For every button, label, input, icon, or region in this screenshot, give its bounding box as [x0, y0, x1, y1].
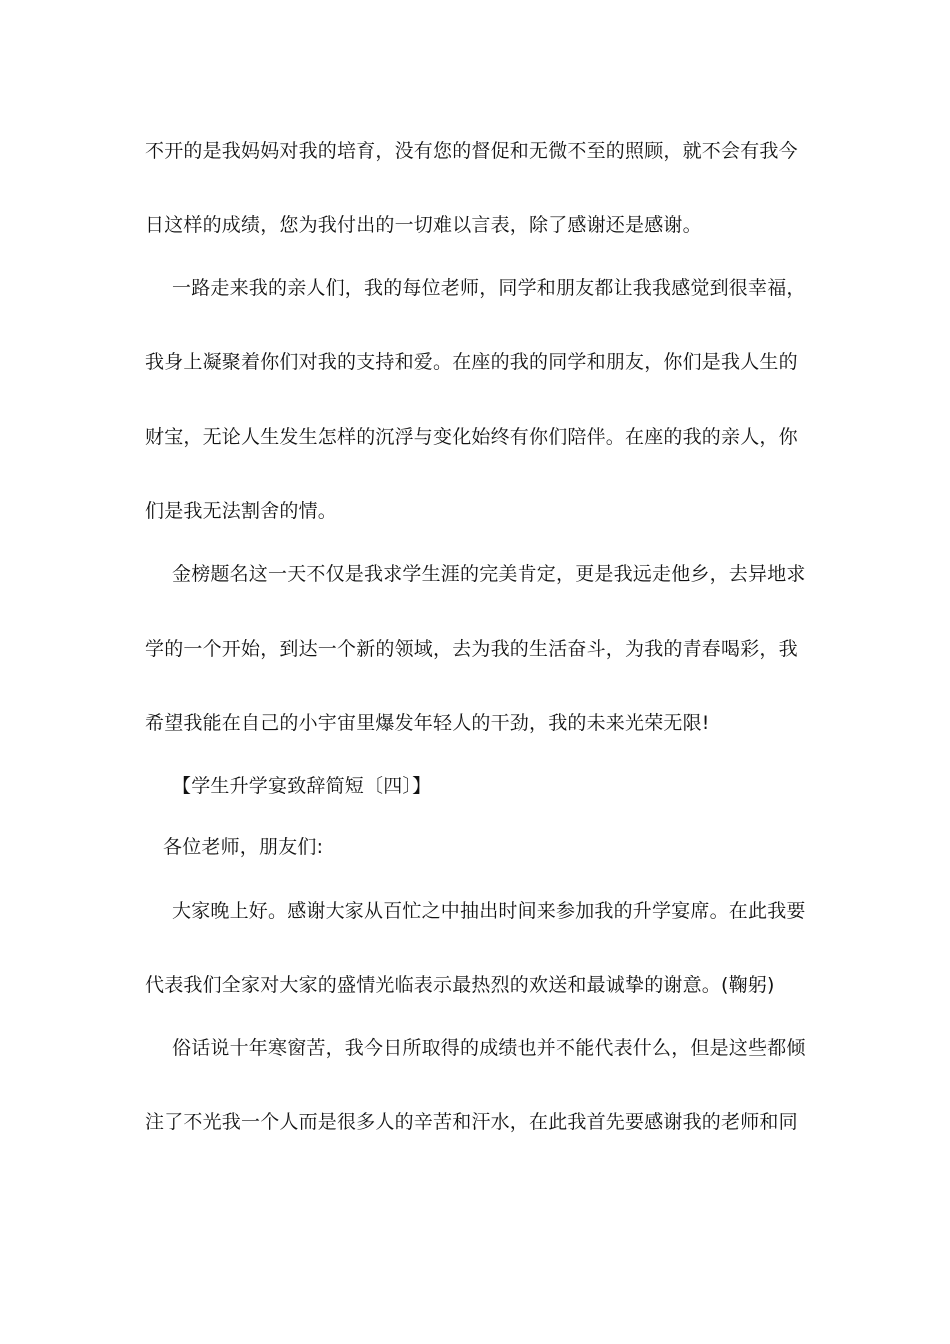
- paragraph-line: 日这样的成绩，您为我付出的一切难以言表，除了感谢还是感谢。: [145, 214, 702, 236]
- paragraph-line: 大家晚上好。感谢大家从百忙之中抽出时间来参加我的升学宴席。在此我要: [172, 900, 806, 922]
- paragraph-line: 注了不光我一个人而是很多人的辛苦和汗水，在此我首先要感谢我的老师和同: [145, 1111, 798, 1133]
- section-heading: 【学生升学宴致辞简短〔四〕】: [172, 775, 432, 797]
- paragraph-line: 俗话说十年寒窗苦，我今日所取得的成绩也并不能代表什么，但是这些都倾: [172, 1037, 806, 1059]
- paragraph-line: 不开的是我妈妈对我的培育，没有您的督促和无微不至的照顾，就不会有我今: [145, 140, 798, 162]
- paragraph-line: 一路走来我的亲人们，我的每位老师，同学和朋友都让我我感觉到很幸福，: [172, 277, 806, 299]
- paragraph-line: 财宝，无论人生发生怎样的沉浮与变化始终有你们陪伴。在座的我的亲人，你: [145, 426, 798, 448]
- paragraph-line: 学的一个开始，到达一个新的领域，去为我的生活奋斗，为我的青春喝彩，我: [145, 638, 798, 660]
- paragraph-line: 金榜题名这一天不仅是我求学生涯的完美肯定，更是我远走他乡，去异地求: [172, 563, 806, 585]
- paragraph-line: 代表我们全家对大家的盛情光临表示最热烈的欢送和最诚挚的谢意。(鞠躬): [145, 974, 775, 996]
- paragraph-line: 们是我无法割舍的情。: [145, 500, 338, 522]
- paragraph-line: 希望我能在自己的小宇宙里爆发年轻人的干劲，我的未来光荣无限!: [145, 712, 710, 734]
- salutation: 各位老师，朋友们:: [163, 836, 324, 858]
- paragraph-line: 我身上凝聚着你们对我的支持和爱。在座的我的同学和朋友，你们是我人生的: [145, 351, 798, 373]
